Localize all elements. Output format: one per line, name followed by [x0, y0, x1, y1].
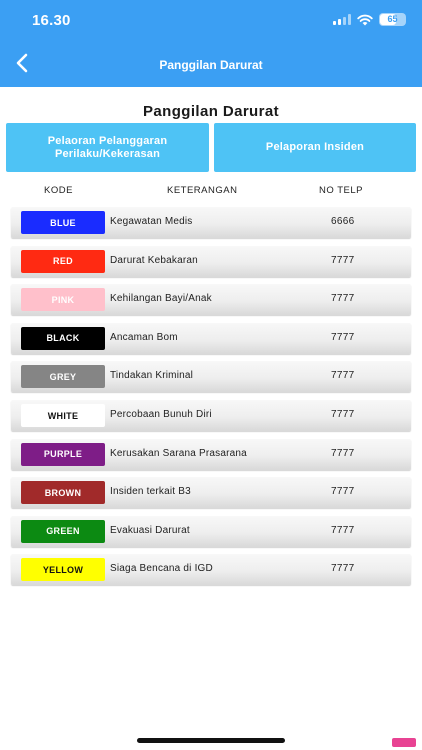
code-badge: PINK [21, 288, 105, 311]
column-header-kode: KODE [44, 185, 73, 196]
code-row-blue[interactable] [11, 207, 411, 238]
code-phone-number[interactable]: 7777 [331, 563, 355, 575]
code-row-brown[interactable] [11, 477, 411, 508]
status-indicators [333, 13, 406, 26]
code-badge: BLACK [21, 327, 105, 350]
report-incident-button[interactable] [214, 123, 416, 172]
code-badge: GREY [21, 365, 105, 388]
battery-icon [379, 13, 406, 26]
code-badge: BROWN [21, 481, 105, 504]
code-phone-number[interactable]: 7777 [331, 524, 355, 536]
code-phone-number[interactable]: 7777 [331, 447, 355, 459]
code-description: Evakuasi Darurat [110, 524, 190, 536]
code-row-pink[interactable] [11, 284, 411, 315]
app-header [0, 0, 422, 87]
code-row-red[interactable] [11, 246, 411, 277]
battery-percent: 65 [387, 14, 398, 24]
code-description: Siaga Bencana di IGD [110, 563, 213, 575]
report-violation-button[interactable] [6, 123, 209, 172]
code-phone-number[interactable]: 7777 [331, 370, 355, 382]
code-phone-number[interactable]: 7777 [331, 331, 355, 343]
header-title: Panggilan Darurat [159, 58, 263, 72]
code-phone-number[interactable]: 6666 [331, 216, 355, 227]
code-row-white[interactable] [11, 400, 411, 431]
column-header-telp: NO TELP [319, 185, 363, 196]
code-description: Kehilangan Bayi/Anak [110, 293, 212, 305]
code-description: Kegawatan Medis [110, 216, 193, 227]
code-description: Percobaan Bunuh Diri [110, 409, 212, 420]
code-phone-number[interactable]: 7777 [331, 254, 355, 266]
status-time: 16.30 [32, 12, 71, 29]
code-badge: RED [21, 250, 105, 273]
signal-bars-icon [333, 14, 351, 25]
code-phone-number[interactable]: 7777 [331, 486, 355, 498]
code-description: Darurat Kebakaran [110, 254, 198, 266]
code-row-grey[interactable] [11, 361, 411, 392]
code-row-green[interactable] [11, 516, 411, 547]
code-badge: YELLOW [21, 558, 105, 581]
code-description: Kerusakan Sarana Prasarana [110, 447, 247, 459]
report-incident-label: Pelaporan Insiden [265, 141, 365, 153]
page-title: Panggilan Darurat [143, 103, 279, 120]
code-badge: GREEN [21, 520, 105, 543]
column-header-keterangan: KETERANGAN [167, 185, 238, 196]
code-description: Ancaman Bom [110, 331, 178, 343]
wifi-icon [357, 14, 373, 26]
code-description: Tindakan Kriminal [110, 370, 194, 382]
home-indicator [137, 738, 285, 743]
code-phone-number[interactable]: 7777 [331, 293, 355, 305]
code-description: Insiden terkait B3 [110, 486, 191, 498]
code-row-purple[interactable] [11, 439, 411, 470]
code-row-black[interactable] [11, 323, 411, 354]
code-badge: PURPLE [21, 443, 105, 466]
report-violation-label: Pelaoran Pelanggaran Perilaku/Kekerasan [47, 134, 168, 160]
code-phone-number[interactable]: 7777 [331, 409, 355, 420]
code-badge: WHITE [21, 404, 105, 427]
code-row-yellow[interactable] [11, 554, 411, 585]
watermark-badge [392, 738, 416, 747]
code-badge: BLUE [21, 211, 105, 234]
